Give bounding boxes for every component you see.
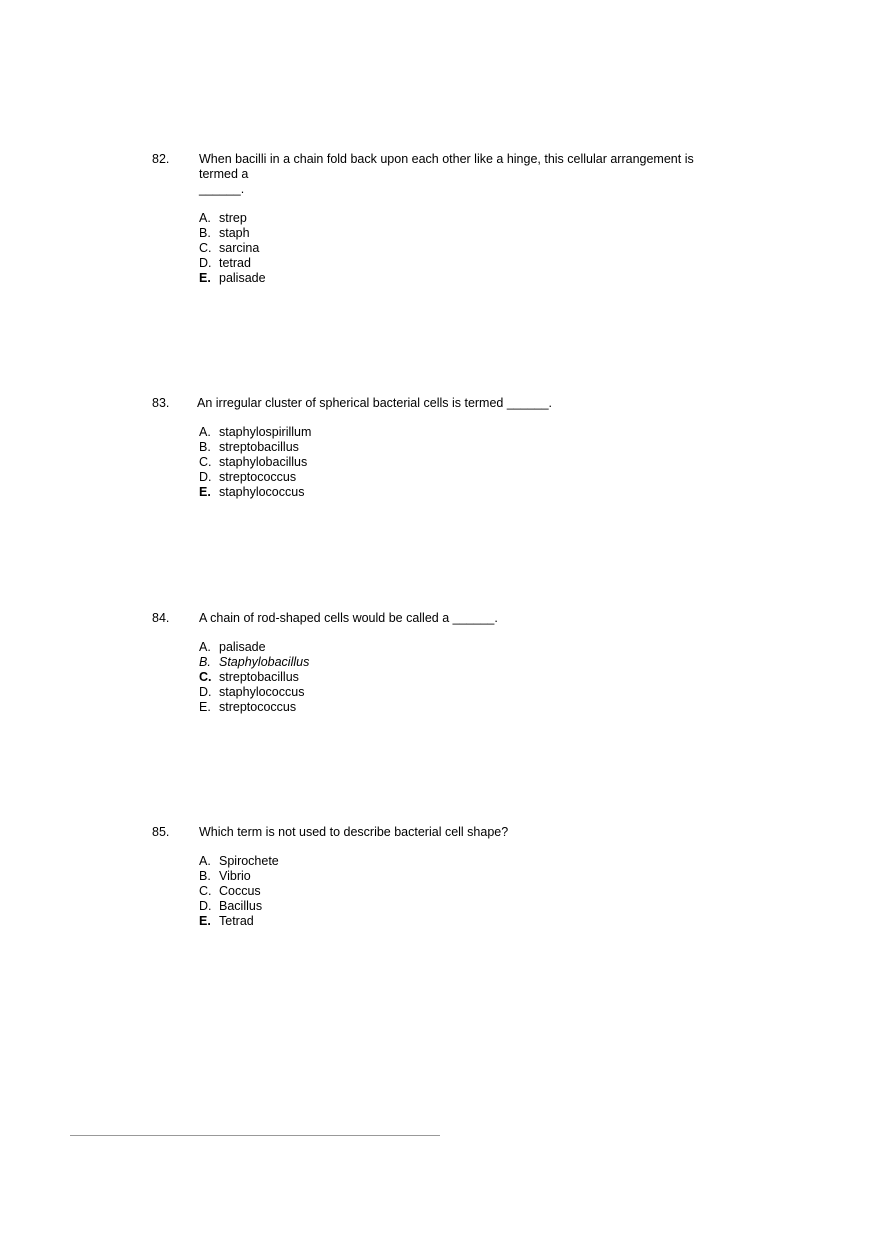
option-b — [199, 226, 266, 241]
option-letter: B. — [199, 440, 211, 454]
answer-options — [199, 211, 266, 286]
option-text: streptobacillus — [219, 670, 299, 684]
option-letter: C. — [199, 884, 212, 898]
option-d — [199, 685, 309, 700]
option-letter: B. — [199, 226, 211, 240]
footnote-divider — [70, 1135, 440, 1136]
option-c — [199, 455, 311, 470]
option-c — [199, 884, 279, 899]
option-letter: A. — [199, 854, 211, 868]
option-a — [199, 425, 311, 440]
option-text: sarcina — [219, 241, 260, 255]
question-text: Which term is not used to describe bacterial cell shape? — [199, 825, 509, 839]
option-letter: D. — [199, 685, 212, 699]
option-a — [199, 640, 309, 655]
option-text: staphylococcus — [219, 685, 305, 699]
option-a — [199, 211, 266, 226]
option-text: tetrad — [219, 256, 251, 270]
option-a-underlined — [199, 854, 219, 868]
option-a — [199, 854, 279, 869]
option-c — [199, 241, 266, 256]
option-d — [199, 899, 279, 914]
option-text: staphylobacillus — [219, 455, 308, 469]
option-letter: E. — [199, 700, 211, 714]
option-letter-correct: E. — [199, 485, 211, 499]
answer-options — [199, 640, 309, 715]
option-text: Vibrio — [219, 869, 251, 883]
option-letter: C. — [199, 241, 212, 255]
option-text: staphylospirillum — [219, 425, 312, 439]
option-b — [199, 655, 309, 670]
option-letter: C. — [199, 455, 212, 469]
option-letter: A. — [199, 640, 211, 654]
option-text: Staphylobacillus — [219, 655, 310, 669]
option-letter-correct: C. — [199, 670, 212, 684]
option-c — [199, 670, 309, 685]
question-number: 84. — [152, 611, 170, 625]
option-text: Bacillus — [219, 899, 263, 913]
option-letter-correct: E. — [199, 271, 211, 285]
option-text: strep — [219, 211, 247, 225]
question-text: A chain of rod-shaped cells would be called a ______. — [199, 611, 498, 625]
question-text: An irregular cluster of spherical bacterial cells is termed ______. — [197, 396, 553, 410]
option-letter: D. — [199, 470, 212, 484]
option-text: streptococcus — [219, 700, 297, 714]
option-letter: D. — [199, 256, 212, 270]
option-text: staph — [219, 226, 250, 240]
question-number: 83. — [152, 396, 170, 410]
question-number: 85. — [152, 825, 170, 839]
option-letter: A. — [199, 425, 211, 439]
option-text: streptococcus — [219, 470, 297, 484]
option-text: Spirochete — [219, 854, 279, 868]
option-letter: B. — [199, 655, 211, 669]
option-d — [199, 256, 266, 271]
question-text: When bacilli in a chain fold back upon each other like a hinge, this cellular arrangement is termed a ______. — [199, 152, 694, 196]
option-text: staphylococcus — [219, 485, 305, 499]
answer-options — [199, 854, 279, 929]
option-text: palisade — [219, 640, 266, 654]
option-e — [199, 700, 309, 715]
option-text: palisade — [219, 271, 266, 285]
option-b — [199, 869, 279, 884]
option-text: streptobacillus — [219, 440, 299, 454]
option-letter: A. — [199, 211, 211, 225]
option-letter-correct: E. — [199, 914, 211, 928]
question-number: 82. — [152, 152, 170, 166]
option-letter: D. — [199, 899, 212, 913]
option-d — [199, 470, 311, 485]
option-text: Coccus — [219, 884, 261, 898]
option-e — [199, 271, 266, 286]
option-letter: B. — [199, 869, 211, 883]
option-e — [199, 914, 279, 929]
answer-options — [199, 425, 311, 500]
option-text: Tetrad — [219, 914, 254, 928]
option-b — [199, 440, 311, 455]
option-e — [199, 485, 311, 500]
